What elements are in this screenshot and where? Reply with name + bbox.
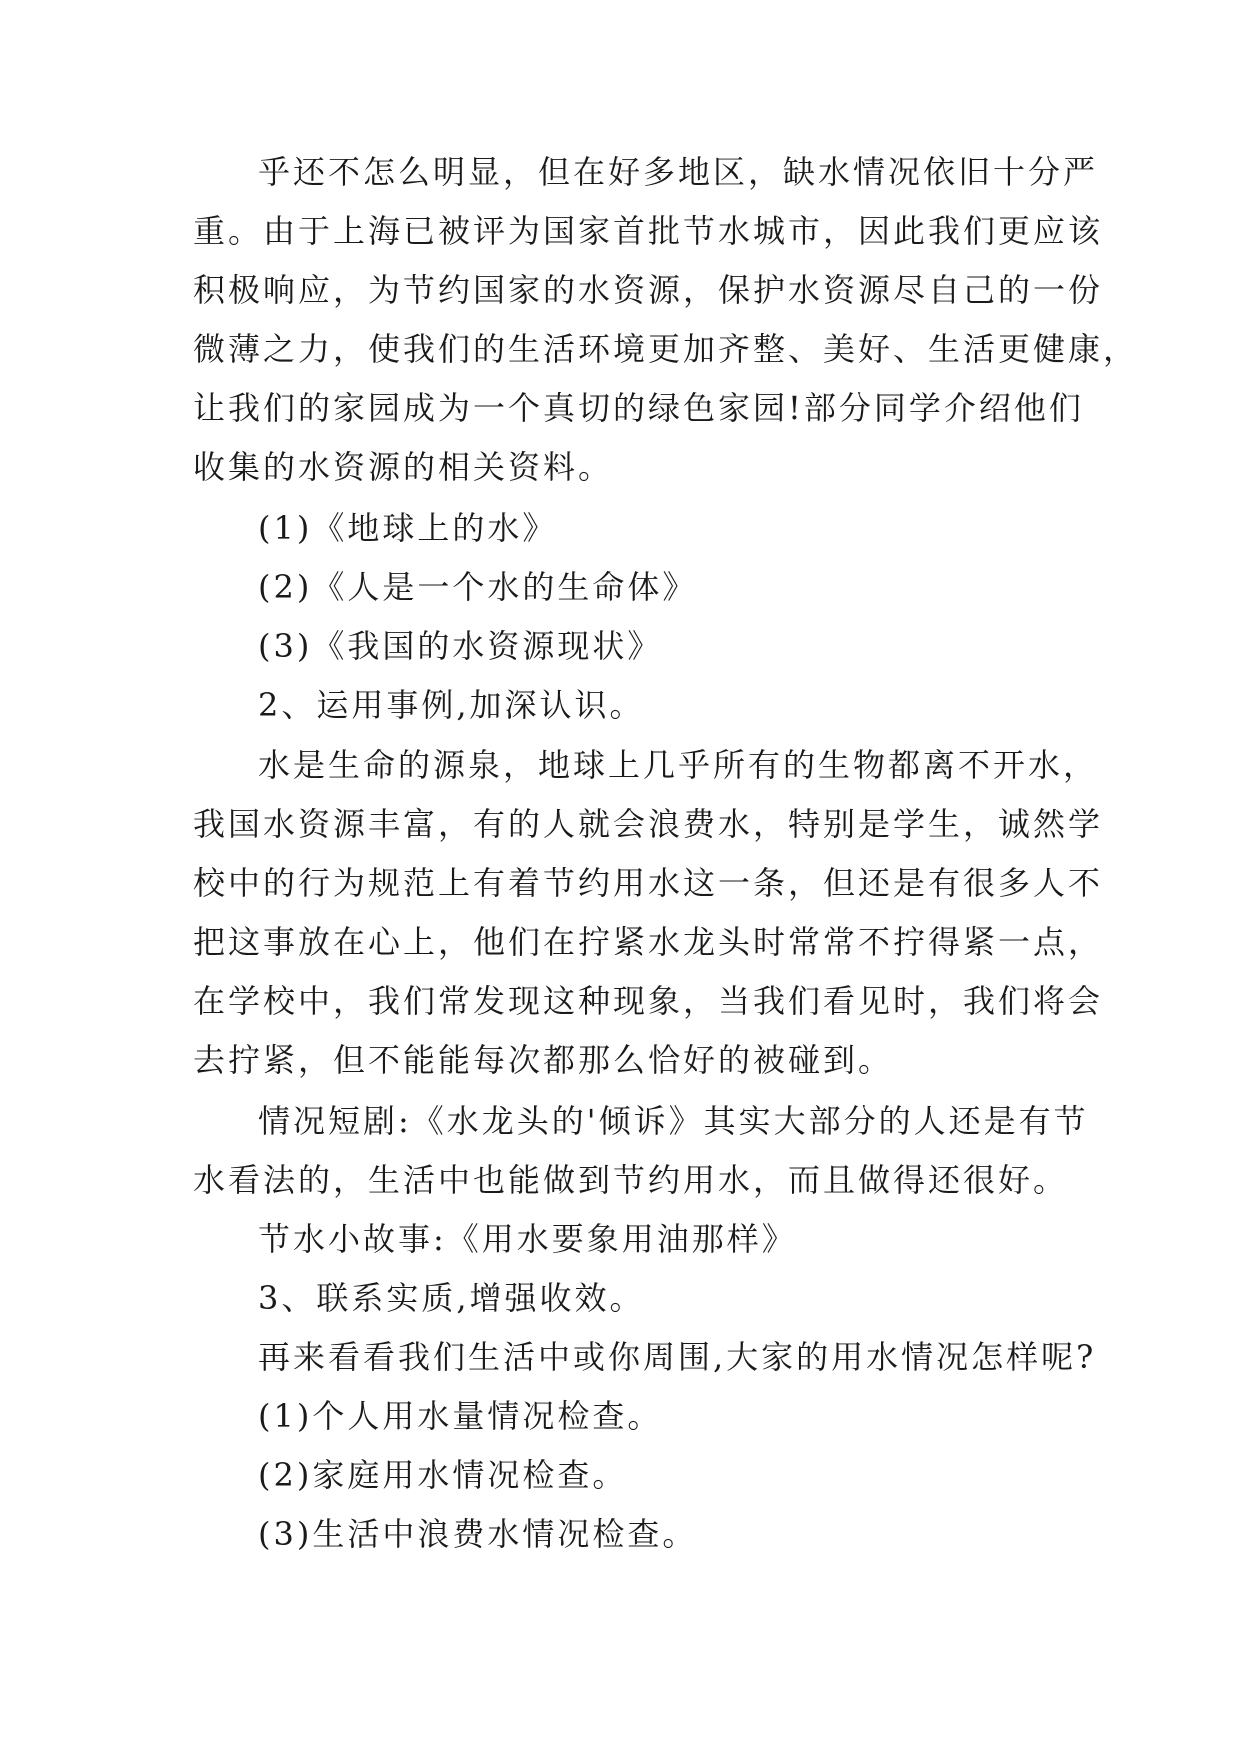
text-line: 去拧紧，但不能能每次都那么恰好的被碰到。 <box>193 1041 894 1079</box>
list-item: (3)《我国的水资源现状》 <box>258 627 663 665</box>
text-line: 把这事放在心上，他们在拧紧水龙头时常常不拧得紧一点， <box>193 923 1104 961</box>
text-line: 让我们的家园成为一个真切的绿色家园!部分同学介绍他们 <box>193 389 1084 427</box>
list-item: (2)《人是一个水的生命体》 <box>258 568 698 606</box>
text-line: 微薄之力，使我们的生活环境更加齐整、美好、生活更健康， <box>193 330 1139 368</box>
text-line: 节水小故事:《用水要象用油那样》 <box>258 1220 797 1258</box>
text-line: 收集的水资源的相关资料。 <box>193 448 614 486</box>
text-line: 再来看看我们生活中或你周围,大家的用水情况怎样呢? <box>258 1338 1097 1376</box>
text-line: 在学校中，我们常发现这种现象，当我们看见时，我们将会 <box>193 982 1104 1020</box>
list-item: (1)《地球上的水》 <box>258 509 558 547</box>
text-line: 乎还不怎么明显，但在好多地区，缺水情况依旧十分严 <box>258 153 1099 191</box>
text-line: 水看法的，生活中也能做到节约用水，而且做得还很好。 <box>193 1161 1069 1199</box>
list-item: (1)个人用水量情况检查。 <box>258 1397 663 1435</box>
text-line: 重。由于上海已被评为国家首批节水城市，因此我们更应该 <box>193 212 1104 250</box>
list-item: (3)生活中浪费水情况检查。 <box>258 1515 698 1553</box>
section-heading: 3、联系实质,增强收效。 <box>258 1279 645 1317</box>
text-line: 我国水资源丰富，有的人就会浪费水，特别是学生，诚然学 <box>193 805 1104 843</box>
text-line: 情况短剧:《水龙头的'倾诉》其实大部分的人还是有节 <box>258 1102 1089 1140</box>
list-item: (2)家庭用水情况检查。 <box>258 1456 628 1494</box>
text-line: 水是生命的源泉，地球上几乎所有的生物都离不开水， <box>258 746 1099 784</box>
text-line: 校中的行为规范上有着节约用水这一条，但还是有很多人不 <box>193 864 1104 902</box>
section-heading: 2、运用事例,加深认识。 <box>258 686 645 724</box>
text-line: 积极响应，为节约国家的水资源，保护水资源尽自己的一份 <box>193 271 1104 309</box>
